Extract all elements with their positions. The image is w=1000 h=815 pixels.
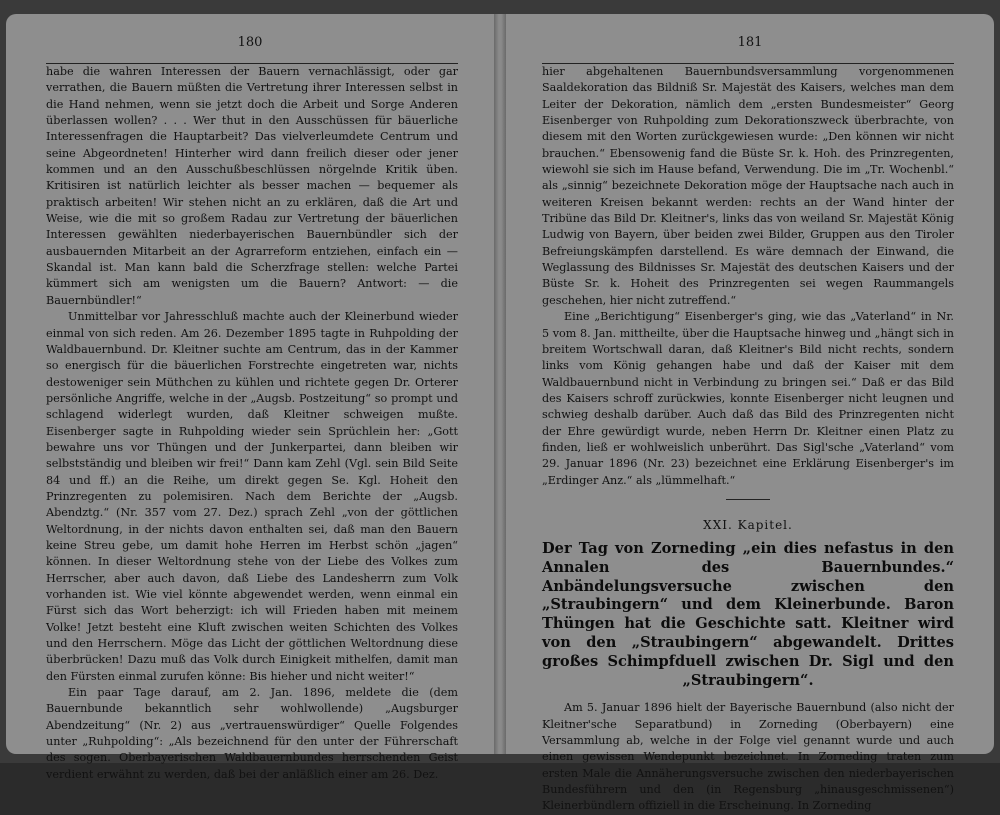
text-column (542, 60, 954, 815)
page-number: 181 (737, 35, 763, 50)
right-page (506, 14, 994, 813)
paragraph: Ein paar Tage darauf, am 2. Jan. 1896, meldete die (dem Bauernbunde bekanntlich sehr wohlwollende) „Augsburger Abendzeitung“ (Nr. 2) aus „vertrauenswürdiger“ Quelle Folgendes unter „Ruhpolding“: „Als bezeichnend für den unter der Führerschaft des sogen. Oberbayerischen Waldbauernbundes herrschenden Geist verdient erwähnt zu werden, daß bei der anläßlich einer am 26. Dez. (46, 686, 458, 781)
paragraph: Unmittelbar vor Jahresschluß machte auch der Kleinerbund wieder einmal von sich reden. Am 26. Dezember 1895 tagte in Ruhpolding der Waldbauernbund. Dr. Kleitner suchte am Centrum, das in der Kammer so energisch für die bäuerlichen Forstrechte eingetreten war, nichts destoweniger sein Müthchen zu kühlen und richtete gegen Dr. Orterer persönliche Angriffe, welche in der „Augsb. Postzeitung“ so prompt und schlagend widerlegt wurden, daß Kleitner schweigen mußte. Eisenberger sagte in Ruhpolding wieder sein Sprüchlein her: „Gott bewahre uns vor Thüngen und der Junkerpartei, dann bleiben wir selbstständig und bleiben wir frei!“ Dann kam Zehl (Vgl. sein Bild Seite 84 und ff.) an die Reihe, um direkt gegen Se. Kgl. Hoheit den Prinzregenten zu polemisiren. Nach dem Berichte der „Augsb. Abendztg.“ (Nr. 357 vom 27. Dez.) sprach Zehl „von der göttlichen Weltordnung, in der nichts davon enthalten sei, daß man den Bauern keine Streu gebe, um damit hohe Herren im Herbst schön „jagen“ können. In dieser Weltordnung stehe von der Liebe des Volkes zum Herrscher, aber auch davon, daß Liebe des Landesherrn zum Volk vorhanden ist. Wie viel könnte abgewendet werden, wenn einmal ein Fürst sich das Wort beherzigt: ich will Frieden haben mit meinem Volke! Jetzt besteht eine Kluft zwischen weiten Schichten des Volkes und den Herrschern. Möge das Licht der göttlichen Weltordnung diese überbrücken! Dazu muß das Volk durch Einigkeit mithelfen, damit man den Fürsten einmal zurufen könne: Bis hieher und nicht weiter!“ (46, 310, 458, 683)
chapter-label: XXI. Kapitel. (703, 517, 793, 532)
paragraph: hier abgehaltenen Bauernbundsversammlung vorgenommenen Saaldekoration das Bildniß Sr. Majestät des Kaisers, welches man dem Leiter der Dekoration, nämlich dem „ersten Bundesmeister“ Georg Eisenberger von Ruhpolding zum Dekorationszweck überbrachte, von diesem mit den Worten zurückgewiesen wurde: „Den können wir nicht brauchen.“ Ebensowenig fand die Büste Sr. k. Hoh. des Prinzregenten, wiewohl sie sich im Hause befand, Verwendung. Die im „Tr. Wochenbl.“ als „sinnig“ bezeichnete Dekoration möge der Hauptsache nach auch in weiteren Kreisen bekannt werden: rechts an der Wand hinter der Tribüne das Bild Dr. Kleitner's, links das von weiland Sr. Majestät König Ludwig von Bayern, über beiden zwei Bilder, Gruppen aus den Tiroler Befreiungskämpfen darstellend. Es wäre demnach der Einwand, die Weglassung des Bildnisses Sr. Majestät des deutschen Kaisers und der Büste Sr. k. Hoheit des Prinzregenten sei wegen Raummangels geschehen, hier nicht zutreffend.“ (542, 65, 954, 307)
paragraph: Eine „Berichtigung“ Eisenberger's ging, wie das „Vaterland“ in Nr. 5 vom 8. Jan. mittheilte, über die Hauptsache hinweg und „hängt sich in breitem Wortschwall daran, daß Kleitner's Bild nicht rechts, sondern links vom König gehangen habe und daß der Kaiser mit dem Waldbauernbund nicht in Verbindung zu bringen sei.“ Daß er das Bild des Kaisers schroff zurückwies, konnte Eisenberger nicht leugnen und schwieg deshalb darüber. Auch daß das Bild des Prinzregenten nicht der Ehre gewürdigt wurde, neben Herrn Dr. Kleitner einen Platz zu finden, ließ er wohlweislich unberührt. Das Sigl'sche „Vaterland“ vom 29. Januar 1896 (Nr. 23) bezeichnet eine Erklärung Eisenberger's im „Erdinger Anz.“ als „lümmelhaft.“ (542, 310, 954, 487)
left-page (6, 14, 494, 781)
book-gutter (494, 14, 506, 754)
section-separator (726, 499, 770, 500)
chapter-heading: Der Tag von Zorneding „ein dies nefastus in den Annalen des Bauernbundes.“ Anbändelungsversuche zwischen den „Straubingern“ und dem Kleinerbunde. Baron Thüngen hat die Geschichte satt. Kleitner wird von den „Straubingern“ abgewandelt. Drittes großes Schimpfduell zwischen Dr. Sigl und den „Straubingern“. (542, 539, 954, 689)
text-column (46, 60, 458, 783)
paragraph: habe die wahren Interessen der Bauern vernachlässigt, oder gar verrathen, die Bauern müßten die Vertretung ihrer Interessen selbst in die Hand nehmen, wenn sie jetzt doch die Arbeit und Sorge Anderen überlassen wollen? . . . Wer thut in den Ausschüssen für bäuerliche Interessenfragen die Hauptarbeit? Das vielverleumdete Centrum und seine Abgeordneten! Hinterher wird dann freilich dieser oder jener kommen und an den Ausschußbeschlüssen nörgelnde Kritik üben. Kritisiren ist natürlich leichter als besser machen — bequemer als praktisch arbeiten! Wir stehen nicht an zu erklären, daß die Art und Weise, wie die mit so großem Radau zur Vertretung der bäuerlichen Interessen gewählten niederbayerischen Bauernbündler sich der ausbauernden Mitarbeit an der Agrarreform entziehen, einfach ein — Skandal ist. Man kann bald die Scherzfrage stellen: welche Partei kümmert sich am wenigsten um die Bauern? Antwort: — die Bauernbündler!“ (46, 65, 458, 307)
page-number: 180 (237, 35, 263, 50)
paragraph: Am 5. Januar 1896 hielt der Bayerische Bauernbund (also nicht der Kleitner'sche Separatbund) in Zorneding (Oberbayern) eine Versammlung ab, welche in der Folge viel genannt wurde und auch einen gewissen Wendepunkt bezeichnet. In Zorneding traten zum ersten Male die Annäherungsversuche zwischen den niederbayerischen Bundesführern und den (in Regensburg „hinausgeschmissenen“) Kleinerbündlern offiziell in die Erscheinung. In Zorneding (542, 701, 954, 813)
